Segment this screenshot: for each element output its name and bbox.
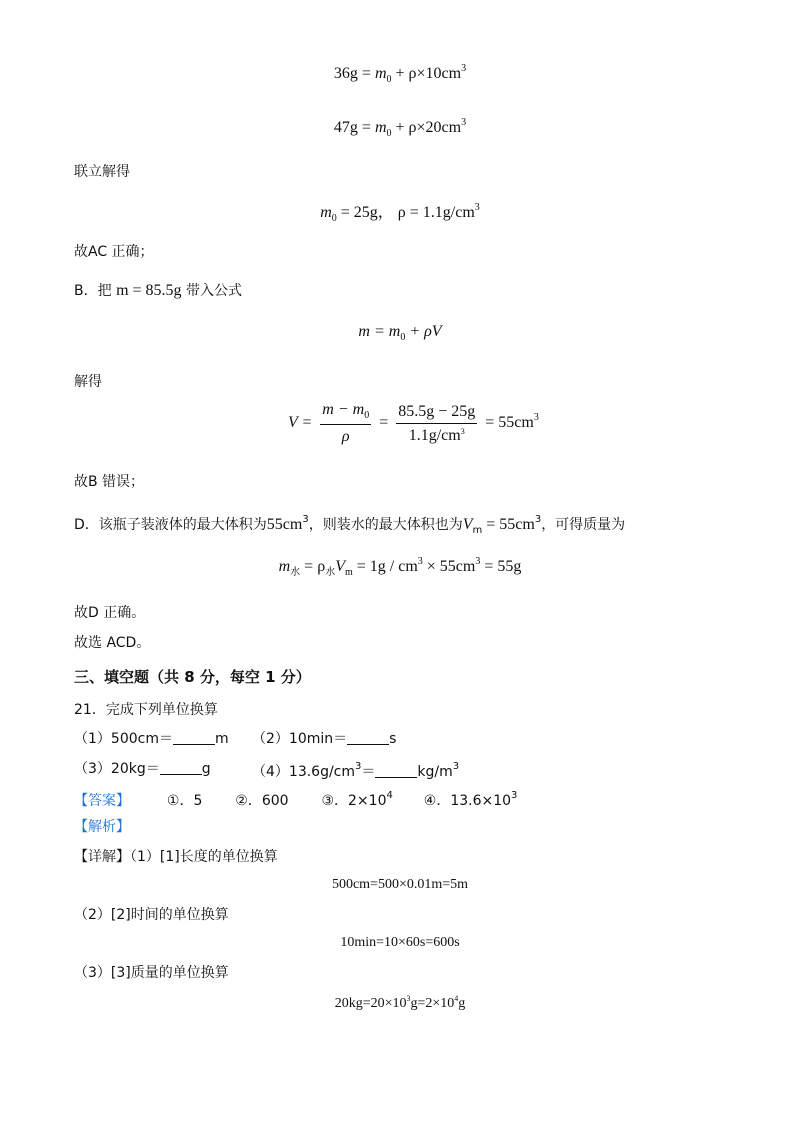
detail-tag: 【详解】	[74, 849, 130, 865]
text-choice-acd: 故选 ACD。	[74, 635, 151, 651]
detail-formula-2: 10min=10×60s=600s	[340, 935, 460, 950]
question-21-part-3: （3）20kg＝ g	[74, 761, 211, 777]
answer-row: 【答案】 ①．5 ②．600 ③．$2\times 10^4$ ④．$13.6\times 10^3$	[74, 790, 518, 809]
question-21-stem: 21．完成下列单位换算	[74, 702, 218, 718]
answer-blank-3	[160, 762, 202, 775]
question-21-part-1: （1）500cm＝ m	[74, 731, 229, 747]
fraction-m-minus-m0-over-rho: $\frac{m - m_0}{\rho}$	[322, 401, 370, 445]
analysis-tag: 【解析】	[74, 819, 130, 835]
answer-blank-2	[347, 732, 389, 745]
formula-m-85-5g: m = 85.5g	[116, 282, 182, 299]
detail-formula-1: 500cm=500×0.01m=5m	[331, 877, 469, 892]
detail-line-1: 【详解】（1）[1]长度的单位换算	[74, 849, 278, 865]
text-option-d: D．该瓶子装液体的最大体积为$55cm^3$，则装水的最大体积也为$V_m = 55cm^3$，可得质量为	[74, 514, 626, 536]
text-solve: 解得	[74, 374, 102, 390]
question-21-part-2: （2）10min＝ s	[252, 731, 397, 747]
question-21-part-4: $(4)13.6g/cm^3= kg/m^3$	[252, 761, 460, 780]
equation-47g: $47g = m_0 + \rho\times 20cm^3$	[333, 117, 467, 139]
text-d-correct: 故D 正确。	[74, 605, 146, 621]
fraction-values: $\frac{85.5g - 25g}{1.1g/cm^3}$	[398, 402, 476, 444]
section-heading: 三、填空题（共 8 分，每空 1 分）	[74, 668, 311, 686]
equation-36g: $36g = m_0 + \rho\times 10cm^3$	[333, 63, 467, 85]
answer-blank-4	[375, 765, 417, 778]
answer-tag: 【答案】	[74, 793, 130, 809]
equation-m0-rho: $m_0 = 25g$， $\rho = 1.1g/cm^3$	[320, 202, 480, 224]
text-ac-correct: 故AC 正确；	[74, 244, 154, 260]
text-solve-together: 联立解得	[74, 164, 130, 180]
text-b-wrong: 故B 错误；	[74, 474, 145, 490]
answer-blank-1	[173, 732, 215, 745]
equation-m-formula: $m = m_0 + \rho V$	[358, 323, 442, 343]
text-option-b: B．把 m = 85.5g 带入公式	[74, 282, 242, 299]
equation-volume: V = $\frac{m - m_0}{\rho}$ = $\frac{85.5g - 25g}{1.1g/cm^3}$ = $55cm^3$	[288, 401, 539, 445]
detail-line-3: （3）[3]质量的单位换算	[74, 965, 229, 981]
detail-line-2: （2）[2]时间的单位换算	[74, 907, 229, 923]
detail-formula-3: $20kg=20\times 10^3g=2\times 10^4g$	[334, 994, 466, 1011]
equation-water-mass: $m_水 = \rho_水V_m = 1g / cm^3 \times 55cm^3 = 55g$	[278, 556, 522, 578]
